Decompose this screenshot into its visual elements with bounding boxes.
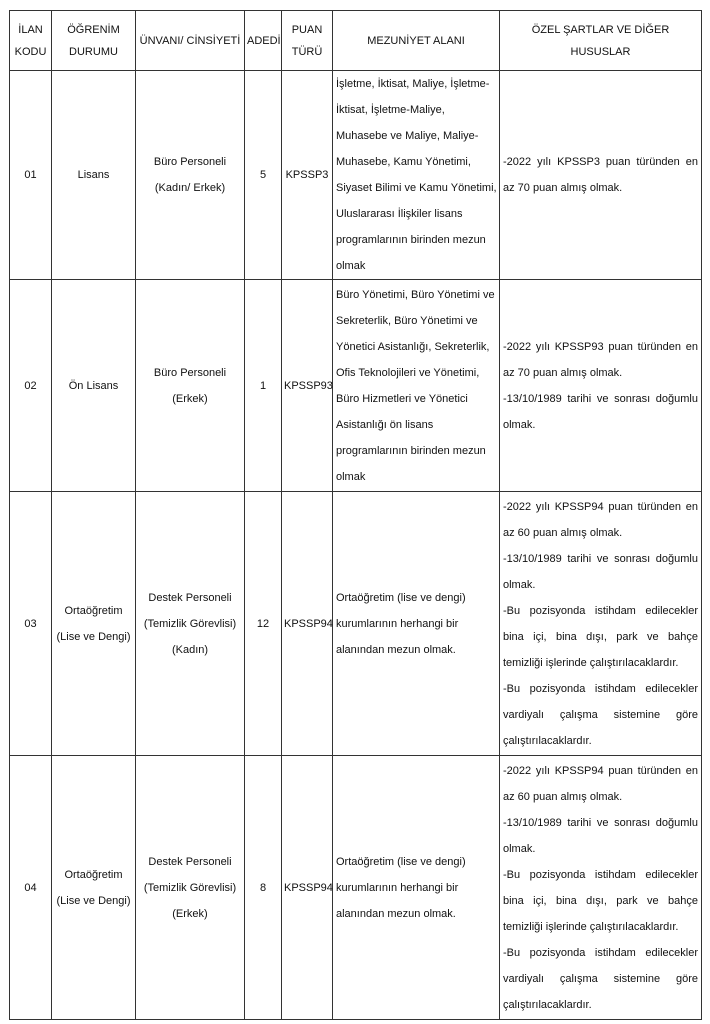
- ilan-kodu-cell: 02: [10, 280, 52, 492]
- ogrenim-cell: Ön Lisans: [52, 280, 136, 492]
- ozel-sart-item: -2022 yılı KPSSP94 puan türünden en az 60 puan almış olmak.: [503, 500, 698, 539]
- header-adedi: ADEDİ: [245, 11, 282, 71]
- ozel-sart-item: -Bu pozisyonda istihdam edilecekler vardiyalı çalışma sistemine göre çalıştırılacaklardır.: [503, 682, 698, 747]
- ozel-sartlar-cell: [500, 756, 702, 1020]
- puan-turu-cell: KPSSP94: [282, 492, 333, 756]
- unvan-cell: Büro Personeli (Kadın/ Erkek): [136, 71, 245, 280]
- header-row: [10, 11, 702, 71]
- mezuniyet-cell: İşletme, İktisat, Maliye, İşletme-İktisat, İşletme-Maliye, Muhasebe ve Maliye, Maliye-Muhasebe, Kamu Yönetimi, Siyaset Bilimi ve Kamu Yönetimi, Uluslararası İlişkiler lisans programlarının birinden mezun olmak: [333, 71, 500, 280]
- mezuniyet-cell: Ortaöğretim (lise ve dengi) kurumlarının herhangi bir alanından mezun olmak.: [333, 492, 500, 756]
- mezuniyet-cell: Ortaöğretim (lise ve dengi) kurumlarının herhangi bir alanından mezun olmak.: [333, 756, 500, 1020]
- ozel-sart-item: -Bu pozisyonda istihdam edilecekler bina içi, bina dışı, park ve bahçe temizliği işlerinde çalıştırılacaklardır.: [503, 868, 698, 933]
- adet-cell: 8: [245, 756, 282, 1020]
- header-unvan-cinsiyet: ÜNVANI/ CİNSİYETİ: [136, 11, 245, 71]
- unvan-cell: Destek Personeli (Temizlik Görevlisi) (Kadın): [136, 492, 245, 756]
- puan-turu-cell: KPSSP93: [282, 280, 333, 492]
- ogrenim-cell: Ortaöğretim (Lise ve Dengi): [52, 492, 136, 756]
- ozel-sart-item: -13/10/1989 tarihi ve sonrası doğumlu olmak.: [503, 816, 698, 855]
- table-row: [10, 71, 702, 280]
- header-ilan-kodu: İLAN KODU: [10, 11, 52, 71]
- ogrenim-cell: Ortaöğretim (Lise ve Dengi): [52, 756, 136, 1020]
- ozel-sart-item: -2022 yılı KPSSP3 puan türünden en az 70 puan almış olmak.: [503, 156, 698, 194]
- ozel-sart-item: -13/10/1989 tarihi ve sonrası doğumlu olmak.: [503, 552, 698, 591]
- header-ozel-sartlar: ÖZEL ŞARTLAR VE DİĞER HUSUSLAR: [500, 11, 702, 71]
- ilan-kodu-cell: 03: [10, 492, 52, 756]
- ozel-sart-item: -Bu pozisyonda istihdam edilecekler bina içi, bina dışı, park ve bahçe temizliği işlerinde çalıştırılacaklardır.: [503, 604, 698, 669]
- header-mezuniyet-alani: MEZUNİYET ALANI: [333, 11, 500, 71]
- ozel-sartlar-cell: [500, 71, 702, 280]
- unvan-cell: Destek Personeli (Temizlik Görevlisi) (Erkek): [136, 756, 245, 1020]
- ozel-sart-item: -2022 yılı KPSSP93 puan türünden en az 70 puan almış olmak.: [503, 340, 698, 379]
- ozel-sartlar-cell: [500, 280, 702, 492]
- ozel-sart-item: -2022 yılı KPSSP94 puan türünden en az 60 puan almış olmak.: [503, 764, 698, 803]
- ilan-kodu-cell: 01: [10, 71, 52, 280]
- document-page: [9, 10, 701, 1020]
- ozel-sart-item: -13/10/1989 tarihi ve sonrası doğumlu olmak.: [503, 392, 698, 431]
- ogrenim-cell: Lisans: [52, 71, 136, 280]
- table-row: [10, 492, 702, 756]
- ilan-kodu-cell: 04: [10, 756, 52, 1020]
- unvan-cell: Büro Personeli (Erkek): [136, 280, 245, 492]
- puan-turu-cell: KPSSP94: [282, 756, 333, 1020]
- ozel-sart-item: -Bu pozisyonda istihdam edilecekler vardiyalı çalışma sistemine göre çalıştırılacaklardır.: [503, 946, 698, 1011]
- table-row: [10, 280, 702, 492]
- table-row: [10, 756, 702, 1020]
- job-posting-table: [9, 10, 702, 1020]
- adet-cell: 5: [245, 71, 282, 280]
- ozel-sartlar-cell: [500, 492, 702, 756]
- adet-cell: 1: [245, 280, 282, 492]
- header-puan-turu: PUAN TÜRÜ: [282, 11, 333, 71]
- adet-cell: 12: [245, 492, 282, 756]
- mezuniyet-cell: Büro Yönetimi, Büro Yönetimi ve Sekreterlik, Büro Yönetimi ve Yönetici Asistanlığı, Sekreterlik, Ofis Teknolojileri ve Yönetimi, Büro Hizmetleri ve Yönetici Asistanlığı ön lisans programlarının birinden mezun olmak: [333, 280, 500, 492]
- puan-turu-cell: KPSSP3: [282, 71, 333, 280]
- header-ogrenim-durumu: ÖĞRENİM DURUMU: [52, 11, 136, 71]
